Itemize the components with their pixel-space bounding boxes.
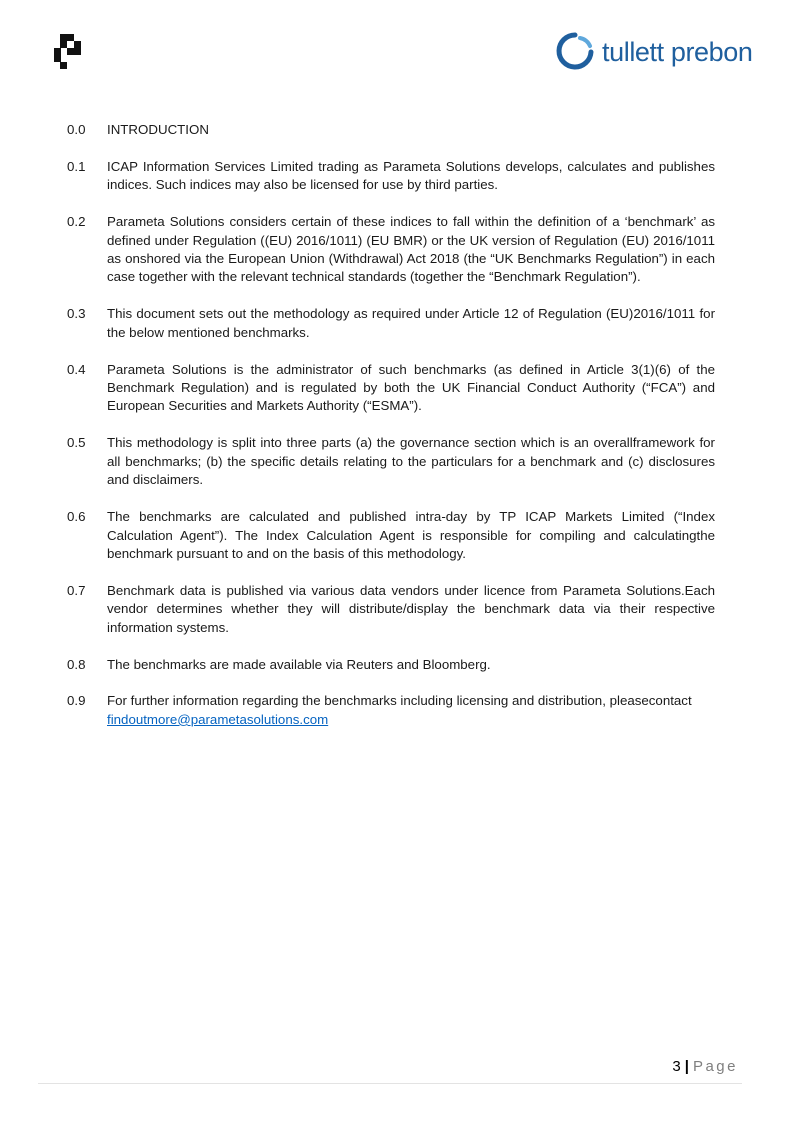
- section-text-body: For further information regarding the benchmarks including licensing and distribution, pleasecontact: [107, 693, 692, 709]
- footer-separator: |: [684, 1058, 689, 1075]
- section-0-4: [67, 361, 715, 416]
- section-0-0: [67, 121, 715, 139]
- section-0-8: [67, 656, 715, 674]
- document-body: [67, 121, 715, 748]
- section-text: The benchmarks are calculated and published intra-day by TP ICAP Markets Limited (“Index Calculation Agent”). The Index Calculation Agent is responsible for compiling and calculatingthe benchmark pursuant to and on the basis of this methodology.: [107, 509, 715, 561]
- section-number: 0.3: [67, 306, 86, 322]
- section-number: 0.8: [67, 656, 86, 672]
- page-footer: [672, 1058, 738, 1075]
- section-text: Parameta Solutions is the administrator of such benchmarks (as defined in Article 3(1)(6) of the Benchmark Regulation) and is regulated by both the UK Financial Conduct Authority (“FCA”) and European Securities and Markets Authority (“ESMA”).: [107, 361, 715, 414]
- page-label: Page: [692, 1058, 738, 1075]
- section-number: 0.9: [67, 693, 86, 709]
- section-text: This methodology is split into three parts (a) the governance section which is an overallframework for all benchmarks; (b) the specific details relating to the particulars for a benchmark and (c) disclosures and disclaimers.: [107, 435, 715, 488]
- section-0-7: [67, 582, 715, 637]
- section-number: 0.5: [67, 435, 86, 451]
- section-heading: INTRODUCTION: [107, 122, 209, 137]
- page-number: 3: [672, 1058, 681, 1075]
- section-number: 0.0: [67, 122, 86, 137]
- section-text: [107, 692, 715, 729]
- section-0-9: [67, 692, 715, 729]
- contact-email-link[interactable]: findoutmore@parametasolutions.com: [107, 711, 329, 727]
- tullett-prebon-logo: [556, 30, 766, 74]
- section-0-1: [67, 158, 715, 195]
- section-number: 0.6: [67, 509, 86, 525]
- parameta-logo: [54, 34, 86, 70]
- section-0-2: [67, 213, 715, 287]
- section-text: Benchmark data is published via various data vendors under licence from Parameta Solutions.Each vendor determines whether they will distribute/display the benchmark data via their respective information systems.: [107, 582, 715, 635]
- section-text: The benchmarks are made available via Reuters and Bloomberg.: [107, 656, 491, 672]
- section-number: 0.7: [67, 582, 86, 598]
- section-number: 0.2: [67, 214, 86, 230]
- tullett-prebon-swirl-icon: [556, 32, 594, 72]
- section-number: 0.1: [67, 158, 86, 174]
- section-0-5: [67, 434, 715, 489]
- brand-name: tullett prebon: [602, 36, 753, 67]
- section-text: Parameta Solutions considers certain of these indices to fall within the definition of a ‘benchmark’ as defined under Regulation ((EU) 2016/1011) (EU BMR) or the UK version of Regulation (EU) 2016/1011 as onshored via the European Union (Withdrawal) Act 2018 (the “UK Benchmarks Regulation”) in each case together with the relevant technical standards (together the “Benchmark Regulation”).: [107, 214, 715, 285]
- section-0-3: [67, 305, 715, 342]
- section-0-6: [67, 508, 715, 563]
- parameta-logo-icon: [54, 34, 86, 70]
- section-number: 0.4: [67, 361, 86, 377]
- footer-divider: [38, 1083, 742, 1084]
- section-text: This document sets out the methodology as required under Article 12 of Regulation (EU)2016/1011 for the below mentioned benchmarks.: [107, 306, 715, 340]
- section-text: ICAP Information Services Limited trading as Parameta Solutions develops, calculates and publishes indices. Such indices may also be licensed for use by third parties.: [107, 158, 715, 193]
